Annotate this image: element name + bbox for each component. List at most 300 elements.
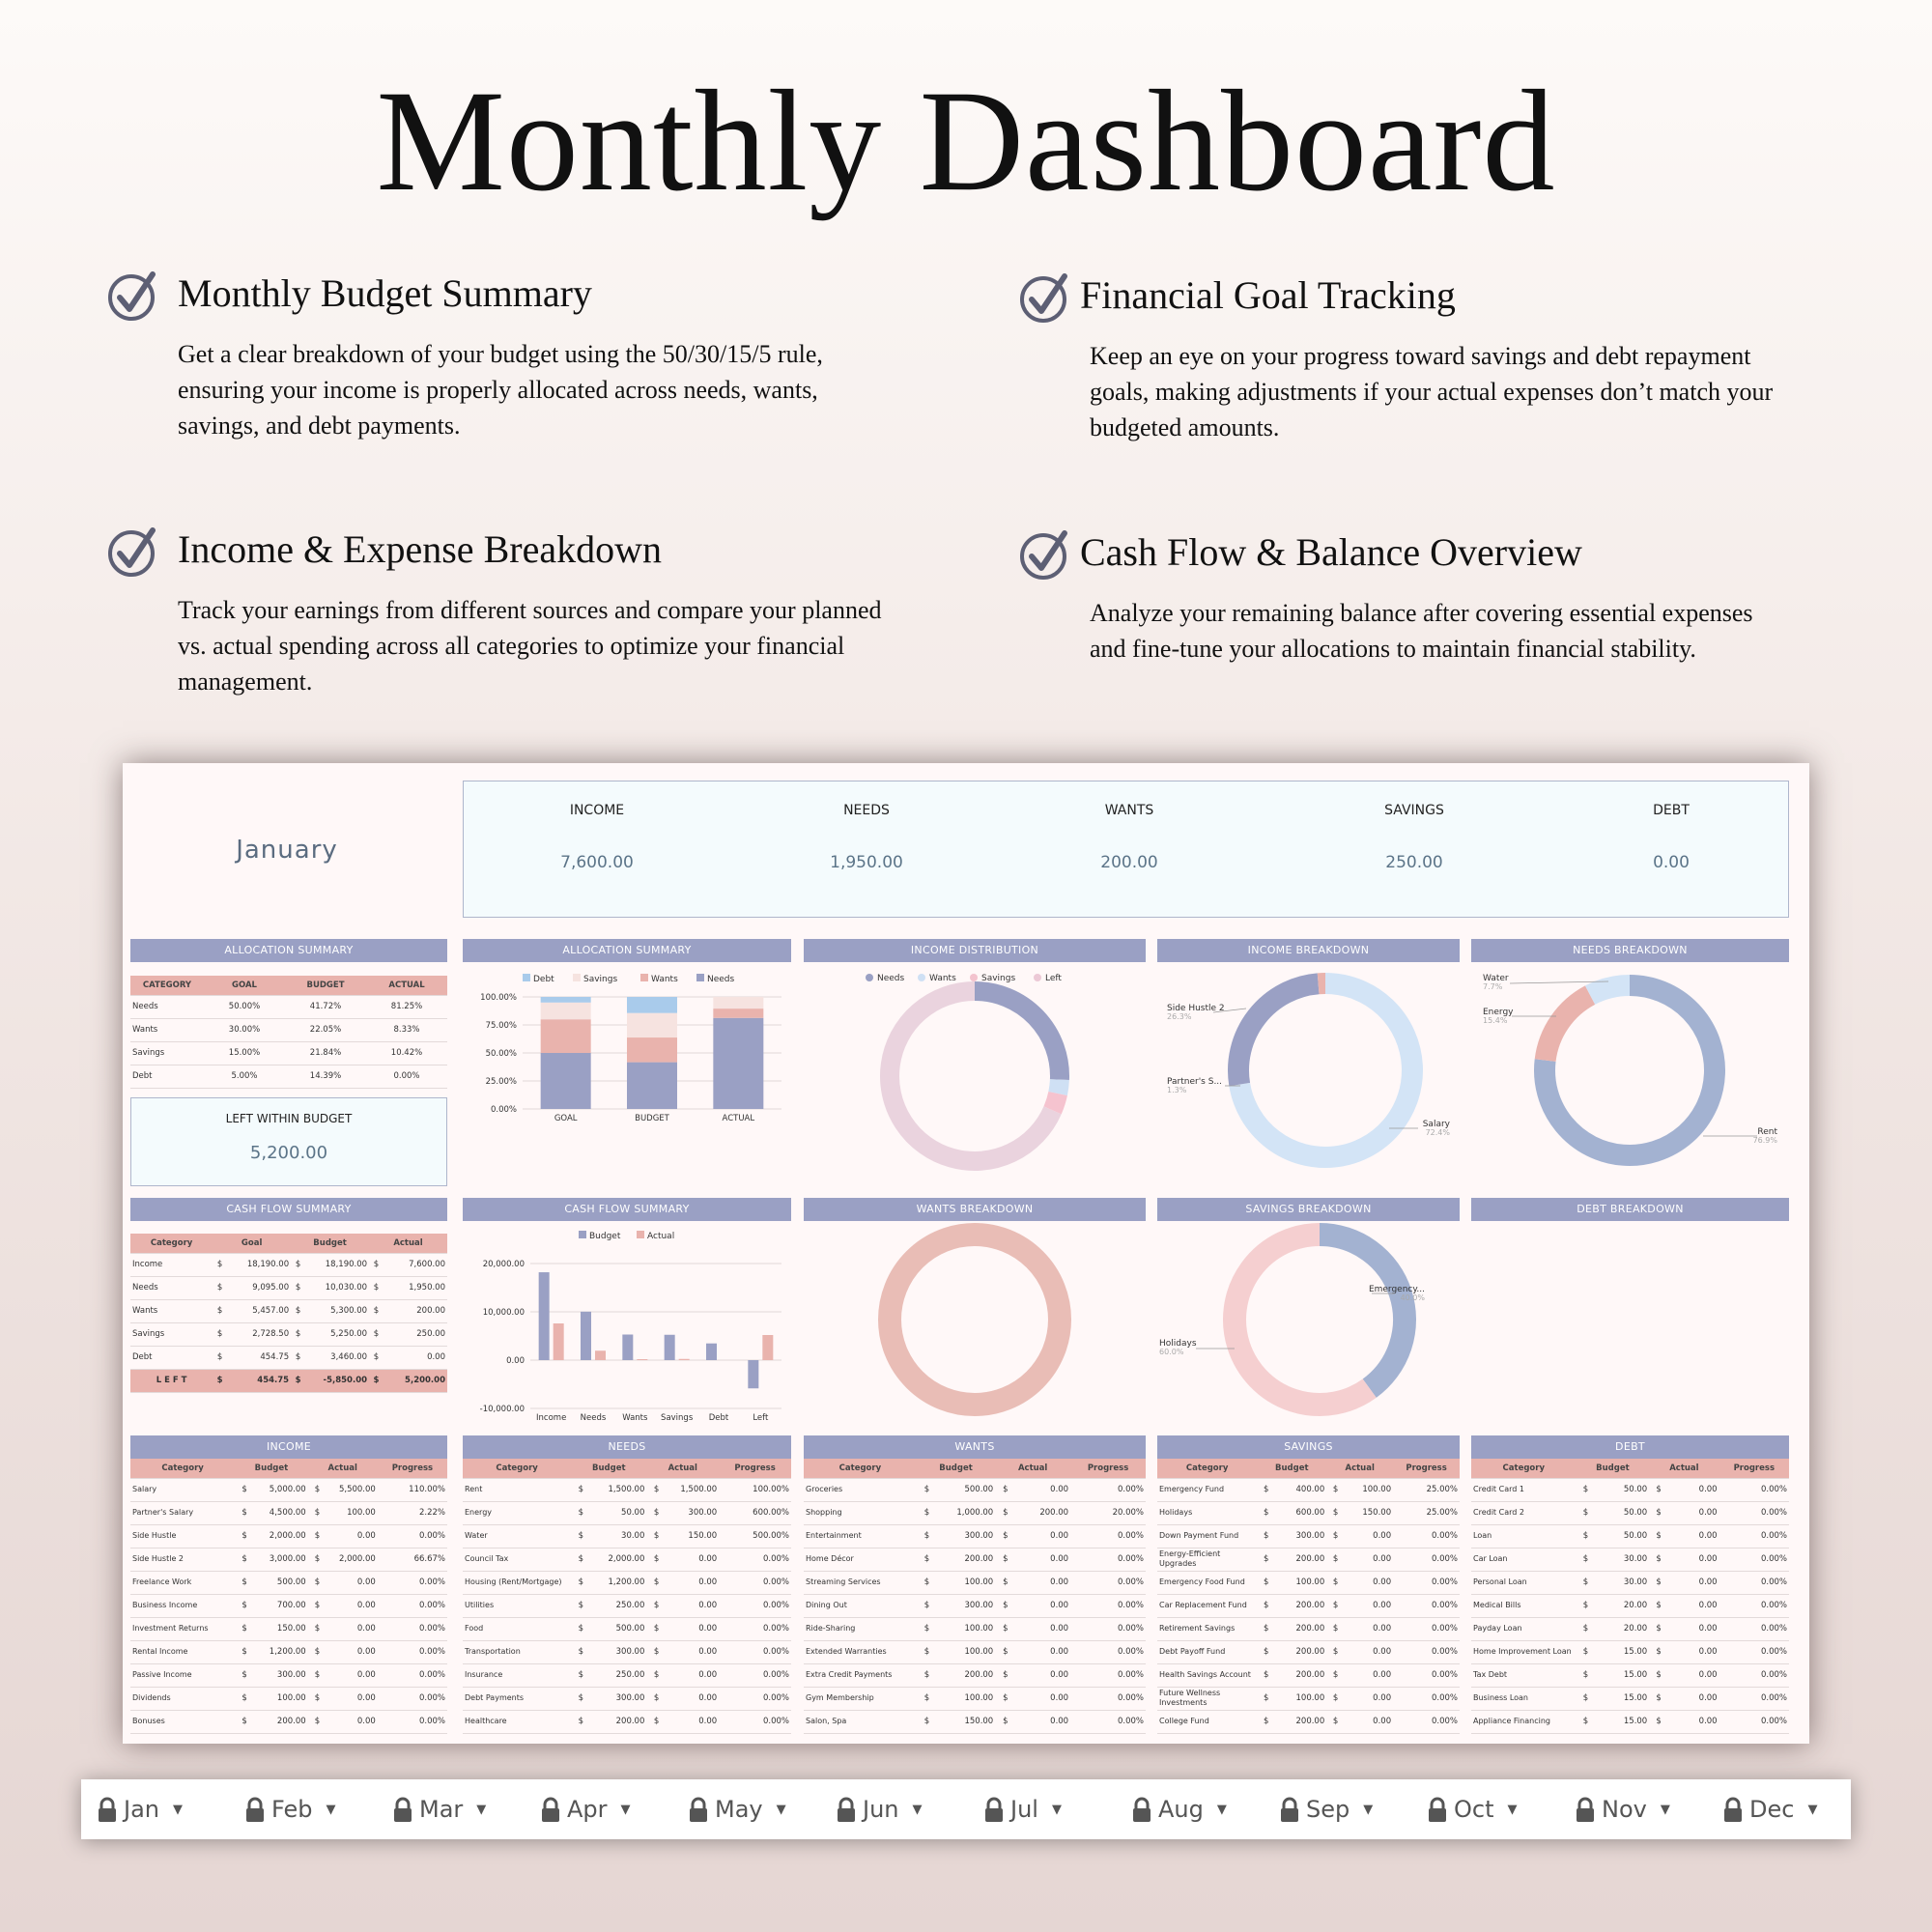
currency-cell: $ [1649, 1663, 1668, 1687]
cell: 250.00 [591, 1663, 647, 1687]
currency-cell: $ [646, 1663, 666, 1687]
cell: 300.00 [667, 1501, 719, 1524]
tab-nov[interactable] [1575, 1779, 1670, 1839]
chevron-down-icon: ▼ [1807, 1803, 1818, 1817]
cell: 0.00% [1719, 1548, 1789, 1571]
cell: 5,200.00 [384, 1369, 447, 1392]
currency-cell: $ [213, 1322, 227, 1346]
cell: 0.00% [366, 1065, 447, 1088]
cell: Car Loan [1471, 1548, 1577, 1571]
cell: Savings [130, 1322, 213, 1346]
legend-swatch [637, 1231, 644, 1238]
currency-cell: $ [308, 1687, 327, 1710]
currency-cell: $ [235, 1594, 254, 1617]
currency-cell: $ [1577, 1524, 1596, 1548]
y-tick-label: -10,000.00 [479, 1405, 525, 1414]
cell: 0.00 [667, 1663, 719, 1687]
currency-cell: $ [369, 1369, 384, 1392]
slice-value: 7.7% [1483, 982, 1503, 991]
currency-cell: $ [995, 1548, 1015, 1571]
cell: 500.00 [254, 1571, 308, 1594]
cell: 0.00% [1393, 1617, 1460, 1640]
header-income: INCOME [130, 1435, 447, 1459]
cell: 0.00% [1070, 1548, 1146, 1571]
currency-cell: $ [917, 1617, 937, 1640]
cell: 200.00 [1275, 1548, 1326, 1571]
table-row [804, 1524, 1146, 1548]
currency-cell: $ [235, 1640, 254, 1663]
cell: Debt [130, 1346, 213, 1369]
cell: L E F T [130, 1369, 213, 1392]
tab-label: Mar [419, 1796, 464, 1823]
x-tick-label: BUDGET [635, 1114, 669, 1123]
tab-jun[interactable] [836, 1779, 923, 1839]
kpi-panel [463, 781, 1789, 918]
col-header: Actual [995, 1459, 1070, 1478]
currency-cell: $ [995, 1687, 1015, 1710]
currency-cell: $ [571, 1524, 590, 1548]
checkmark-icon [108, 270, 158, 321]
income-table [130, 1459, 447, 1734]
cell: 0.00 [1015, 1571, 1070, 1594]
bar-savings [713, 997, 763, 1009]
kpi-income [500, 781, 694, 872]
tab-oct[interactable] [1427, 1779, 1518, 1839]
cell: 14.39% [285, 1065, 366, 1088]
tab-aug[interactable] [1131, 1779, 1227, 1839]
x-tick-label: Needs [580, 1413, 607, 1423]
legend-swatch [640, 974, 648, 981]
income-distribution-slice [1058, 1080, 1060, 1094]
table-row [130, 1346, 447, 1369]
cell: 81.25% [366, 995, 447, 1018]
table-row [130, 1065, 447, 1088]
table-row [463, 1617, 791, 1640]
bar-debt [627, 997, 677, 1013]
cell: Personal Loan [1471, 1571, 1577, 1594]
table-row [463, 1571, 791, 1594]
slice-value: 60.0% [1159, 1348, 1184, 1356]
currency-cell: $ [646, 1571, 666, 1594]
table-row [1471, 1687, 1789, 1710]
kpi-label: DEBT [1653, 803, 1690, 818]
table-header-row [804, 1459, 1146, 1478]
slice-label: Side Hustle 2 [1167, 1004, 1225, 1013]
currency-cell: $ [235, 1501, 254, 1524]
cell: 50.00% [204, 995, 285, 1018]
cell: 15.00 [1595, 1687, 1649, 1710]
needs-breakdown-slice [1546, 995, 1590, 1060]
table-row [130, 1571, 447, 1594]
slice-label: Energy [1483, 1008, 1514, 1017]
currency-cell: $ [646, 1478, 666, 1501]
currency-cell: $ [213, 1276, 227, 1299]
currency-cell: $ [917, 1710, 937, 1733]
tab-label: Oct [1454, 1796, 1494, 1823]
cell: Savings [130, 1041, 204, 1065]
feature-title: Financial Goal Tracking [1080, 273, 1456, 317]
cell: Passive Income [130, 1663, 235, 1687]
needs-breakdown-slice [1590, 985, 1630, 995]
legend-swatch [970, 974, 978, 981]
currency-cell: $ [235, 1548, 254, 1571]
cell: Income [130, 1253, 213, 1276]
currency-cell: $ [1649, 1710, 1668, 1733]
cell: 2,728.50 [227, 1322, 291, 1346]
legend-swatch [1034, 974, 1041, 981]
table-row [463, 1663, 791, 1687]
currency-cell: $ [308, 1524, 327, 1548]
cell: 0.00 [1345, 1663, 1393, 1687]
cell: Wants [130, 1299, 213, 1322]
table-row [1157, 1501, 1460, 1524]
feature-text: Keep an eye on your progress toward savings and debt repayment goals, making adjustments if your actual expenses don’t match your budgeted amounts. [1090, 342, 1774, 441]
tab-dec[interactable] [1722, 1779, 1817, 1839]
currency-cell: $ [308, 1478, 327, 1501]
header-wants-breakdown: WANTS BREAKDOWN [804, 1198, 1146, 1221]
checkmark-icon [1020, 272, 1070, 323]
cell: 0.00 [667, 1710, 719, 1733]
cell: 0.00% [1719, 1594, 1789, 1617]
cell: 0.00% [1719, 1687, 1789, 1710]
legend-swatch [918, 974, 925, 981]
currency-cell: $ [646, 1524, 666, 1548]
currency-cell: $ [646, 1687, 666, 1710]
currency-cell: $ [308, 1501, 327, 1524]
cell: 0.00 [1015, 1524, 1070, 1548]
table-row [1471, 1524, 1789, 1548]
chevron-down-icon: ▼ [1660, 1803, 1670, 1817]
cell: College Fund [1157, 1710, 1257, 1733]
cell: 0.00 [1015, 1687, 1070, 1710]
legend-swatch [523, 974, 530, 981]
table-row [130, 1253, 447, 1276]
table-row [804, 1640, 1146, 1663]
cell: 7,600.00 [384, 1253, 447, 1276]
cell: Side Hustle 2 [130, 1548, 235, 1571]
col-header: Category [1157, 1459, 1257, 1478]
cell: 15.00% [204, 1041, 285, 1065]
table-header-row [130, 976, 447, 995]
cell: Side Hustle [130, 1524, 235, 1548]
cell: 0.00% [378, 1617, 447, 1640]
cell: 110.00% [378, 1478, 447, 1501]
col-header: Progress [378, 1459, 447, 1478]
header-wants: WANTS [804, 1435, 1146, 1459]
cell: 0.00 [667, 1548, 719, 1571]
currency-cell: $ [646, 1710, 666, 1733]
cell: 0.00 [327, 1617, 377, 1640]
cell: 0.00% [719, 1663, 791, 1687]
cell: 150.00 [254, 1617, 308, 1640]
cell: 0.00 [1345, 1548, 1393, 1571]
cell: 200.00 [1275, 1663, 1326, 1687]
header-debt: DEBT [1471, 1435, 1789, 1459]
cell: 0.00 [1345, 1640, 1393, 1663]
legend-label: Budget [589, 1232, 621, 1241]
currency-cell: $ [917, 1594, 937, 1617]
cell: Streaming Services [804, 1571, 917, 1594]
currency-cell: $ [1649, 1640, 1668, 1663]
legend-label: Left [1045, 974, 1062, 983]
checkmark-icon [1020, 529, 1070, 580]
bar-savings [541, 1003, 591, 1019]
table-row [804, 1501, 1146, 1524]
currency-cell: $ [917, 1478, 937, 1501]
cell: 150.00 [937, 1710, 995, 1733]
bar-actual [637, 1359, 647, 1360]
currency-cell: $ [1257, 1571, 1275, 1594]
currency-cell: $ [291, 1299, 305, 1322]
table-header-row [463, 1459, 791, 1478]
cell: 100.00 [327, 1501, 377, 1524]
tab-jan[interactable] [97, 1779, 183, 1839]
cell: 5.00% [204, 1065, 285, 1088]
cell: 0.00 [1668, 1571, 1719, 1594]
cell: 50.00 [591, 1501, 647, 1524]
table-row [130, 1617, 447, 1640]
table-header-row [1471, 1459, 1789, 1478]
cell: 0.00% [1719, 1571, 1789, 1594]
col-header: Progress [719, 1459, 791, 1478]
cell: 0.00 [1345, 1687, 1393, 1710]
cell: Healthcare [463, 1710, 571, 1733]
bar-budget [665, 1335, 675, 1360]
cell: Gym Membership [804, 1687, 917, 1710]
cell: 0.00% [378, 1640, 447, 1663]
cell: 100.00 [254, 1687, 308, 1710]
lock-icon [1131, 1798, 1152, 1823]
bar-budget [706, 1344, 717, 1360]
col-header: Actual [308, 1459, 378, 1478]
table-row [1157, 1617, 1460, 1640]
currency-cell: $ [235, 1524, 254, 1548]
cell: 0.00% [719, 1640, 791, 1663]
cell: 0.00 [1015, 1594, 1070, 1617]
cell: 50.00 [1595, 1524, 1649, 1548]
cell: 0.00% [719, 1594, 791, 1617]
chevron-down-icon: ▼ [326, 1803, 336, 1817]
cell: 1,950.00 [384, 1276, 447, 1299]
currency-cell: $ [1649, 1524, 1668, 1548]
cell: 0.00% [378, 1524, 447, 1548]
cell: Medical Bills [1471, 1594, 1577, 1617]
bar-budget [622, 1335, 633, 1361]
cell: 0.00 [1015, 1548, 1070, 1571]
currency-cell: $ [571, 1663, 590, 1687]
feature-text: Track your earnings from different sources and compare your planned vs. actual spending across all categories to optimize your financial management. [178, 596, 882, 696]
slice-label: Salary [1422, 1120, 1450, 1129]
currency-cell: $ [235, 1571, 254, 1594]
legend-swatch [866, 974, 873, 981]
table-row [1157, 1548, 1460, 1571]
slice-label: Rent [1757, 1127, 1777, 1137]
cell: 200.00 [1275, 1594, 1326, 1617]
cell: Shopping [804, 1501, 917, 1524]
allocation-chart [463, 964, 791, 1157]
cell: Emergency Fund [1157, 1478, 1257, 1501]
table-row [463, 1548, 791, 1571]
y-tick-label: 75.00% [485, 1021, 517, 1031]
table-row [1157, 1710, 1460, 1733]
cell: Appliance Financing [1471, 1710, 1577, 1733]
slice-label: Emergency... [1368, 1285, 1425, 1294]
cell: Retirement Savings [1157, 1617, 1257, 1640]
currency-cell: $ [213, 1253, 227, 1276]
cell: 0.00% [1070, 1640, 1146, 1663]
cell: Energy-Efficient Upgrades [1157, 1548, 1257, 1571]
tab-mar[interactable] [392, 1779, 486, 1839]
tab-jul[interactable] [983, 1779, 1062, 1839]
cell: 0.00% [1719, 1524, 1789, 1548]
legend-label: Savings [981, 974, 1016, 983]
currency-cell: $ [308, 1571, 327, 1594]
cell: 1,200.00 [591, 1571, 647, 1594]
dashboard-sheet [123, 763, 1809, 1744]
currency-cell: $ [1326, 1640, 1345, 1663]
col-header: Category [463, 1459, 571, 1478]
currency-cell: $ [571, 1478, 590, 1501]
savings-breakdown-slice [1235, 1235, 1370, 1405]
cell: Emergency Food Fund [1157, 1571, 1257, 1594]
col-header: Progress [1070, 1459, 1146, 1478]
currency-cell: $ [308, 1640, 327, 1663]
cell: Partner's Salary [130, 1501, 235, 1524]
currency-cell: $ [995, 1640, 1015, 1663]
cell: 0.00 [1668, 1617, 1719, 1640]
left-label: LEFT WITHIN BUDGET [225, 1112, 353, 1125]
bar-wants [541, 1019, 591, 1053]
currency-cell: $ [571, 1571, 590, 1594]
cell: Car Replacement Fund [1157, 1594, 1257, 1617]
cell: 400.00 [1275, 1478, 1326, 1501]
col-header: Category [130, 1234, 213, 1253]
cell: 0.00 [667, 1594, 719, 1617]
cell: 0.00 [1015, 1663, 1070, 1687]
table-row [463, 1478, 791, 1501]
table-row [804, 1710, 1146, 1733]
tab-label: Feb [271, 1796, 313, 1823]
chevron-down-icon: ▼ [620, 1803, 631, 1817]
income-distribution-slice [1053, 1094, 1059, 1110]
header-allocation-chart: ALLOCATION SUMMARY [463, 939, 791, 962]
table-row [1471, 1710, 1789, 1733]
cell: 0.00 [1668, 1640, 1719, 1663]
cell: Credit Card 1 [1471, 1478, 1577, 1501]
currency-cell: $ [1649, 1687, 1668, 1710]
legend-swatch [696, 974, 704, 981]
currency-cell: $ [995, 1594, 1015, 1617]
currency-cell: $ [1649, 1478, 1668, 1501]
col-header: CATEGORY [130, 976, 204, 995]
table-row [1157, 1663, 1460, 1687]
allocation-table [130, 976, 447, 1089]
currency-cell: $ [1577, 1571, 1596, 1594]
cell: 0.00 [327, 1710, 377, 1733]
month-tab-bar [81, 1779, 1851, 1839]
slice-label: Partner's S... [1167, 1077, 1223, 1087]
cell: Insurance [463, 1663, 571, 1687]
left-value: 5,200.00 [249, 1143, 328, 1163]
currency-cell: $ [1257, 1617, 1275, 1640]
cell: Holidays [1157, 1501, 1257, 1524]
tab-feb[interactable] [244, 1779, 336, 1839]
cell: Credit Card 2 [1471, 1501, 1577, 1524]
income-distribution-slice [975, 991, 1060, 1080]
cell: Salary [130, 1478, 235, 1501]
table-row [130, 1299, 447, 1322]
x-tick-label: Left [753, 1413, 769, 1423]
table-row [1157, 1571, 1460, 1594]
debt-table [1471, 1459, 1789, 1734]
cell: 10,030.00 [305, 1276, 369, 1299]
cell: Payday Loan [1471, 1617, 1577, 1640]
cell: 150.00 [1345, 1501, 1393, 1524]
wants-breakdown-slice [890, 1235, 1060, 1405]
currency-cell: $ [646, 1501, 666, 1524]
table-row [1471, 1548, 1789, 1571]
legend-label: Wants [651, 975, 678, 984]
slice-value: 26.3% [1167, 1012, 1192, 1021]
cell: 2,000.00 [327, 1548, 377, 1571]
currency-cell: $ [369, 1253, 384, 1276]
cell: 250.00 [591, 1594, 647, 1617]
cell: 8.33% [366, 1018, 447, 1041]
currency-cell: $ [1257, 1594, 1275, 1617]
cell: 0.00 [327, 1594, 377, 1617]
currency-cell: $ [1257, 1640, 1275, 1663]
cell: 4,500.00 [254, 1501, 308, 1524]
cell: 0.00% [719, 1548, 791, 1571]
col-header: Category [130, 1459, 235, 1478]
cell: Freelance Work [130, 1571, 235, 1594]
cell: 600.00% [719, 1501, 791, 1524]
cell: 0.00 [1668, 1687, 1719, 1710]
bar-actual [762, 1335, 773, 1360]
savings-breakdown-chart [1157, 1223, 1460, 1416]
cell: 100.00 [937, 1617, 995, 1640]
tab-label: Dec [1749, 1796, 1795, 1823]
currency-cell: $ [369, 1322, 384, 1346]
cell: 0.00 [1015, 1617, 1070, 1640]
col-header: Budget [291, 1234, 369, 1253]
cell: 0.00 [667, 1687, 719, 1710]
table-row [463, 1640, 791, 1663]
table-header-row [1157, 1459, 1460, 1478]
cell: 21.84% [285, 1041, 366, 1065]
tab-apr[interactable] [540, 1779, 631, 1839]
table-row [130, 1041, 447, 1065]
cell: 454.75 [227, 1346, 291, 1369]
month-title: January [236, 836, 338, 865]
tab-may[interactable] [688, 1779, 786, 1839]
cell: 300.00 [937, 1524, 995, 1548]
y-tick-label: 0.00% [490, 1105, 517, 1115]
cell: 20.00 [1595, 1594, 1649, 1617]
cell: Dividends [130, 1687, 235, 1710]
tab-sep[interactable] [1279, 1779, 1373, 1839]
chevron-down-icon: ▼ [776, 1803, 786, 1817]
col-header: Category [804, 1459, 917, 1478]
bar-needs [541, 1053, 591, 1109]
col-header: Actual [369, 1234, 447, 1253]
table-row [804, 1594, 1146, 1617]
currency-cell: $ [308, 1617, 327, 1640]
bar-needs [627, 1063, 677, 1109]
currency-cell: $ [1257, 1710, 1275, 1733]
cell: 300.00 [937, 1594, 995, 1617]
legend-label: Savings [583, 975, 618, 984]
